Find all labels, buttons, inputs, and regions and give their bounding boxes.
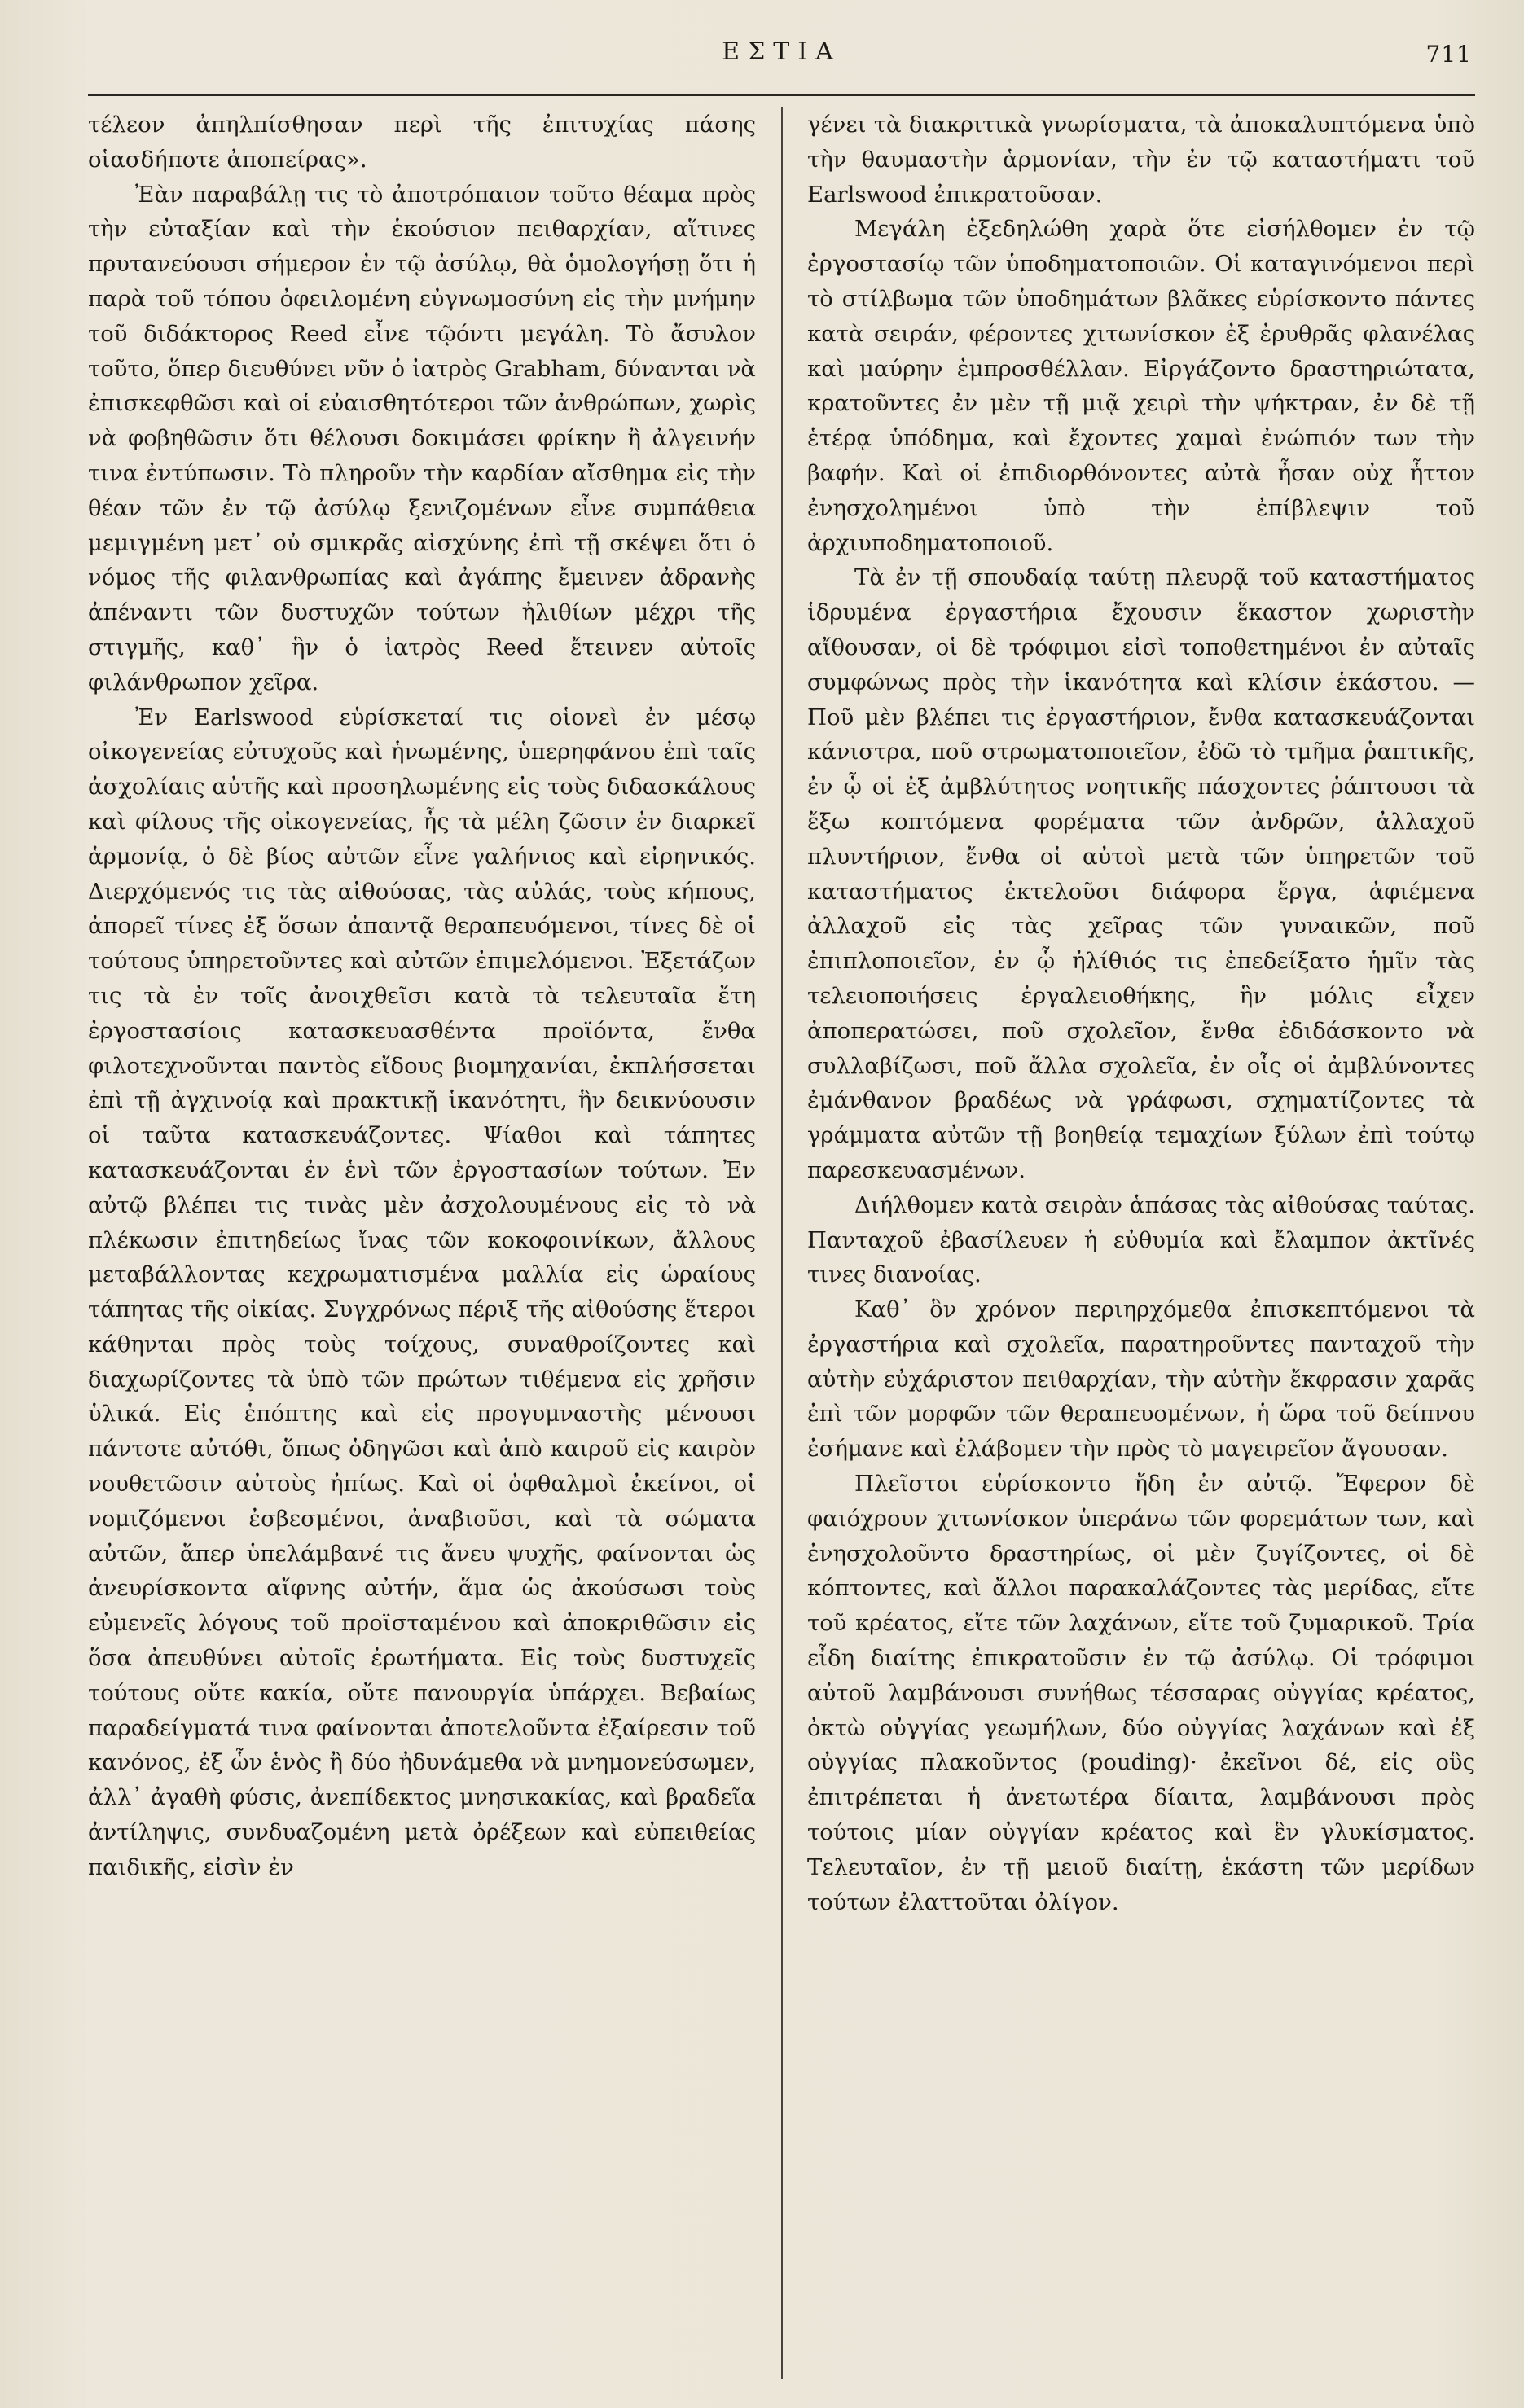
page-header [88,33,1475,96]
paragraph: Καθ᾽ ὃν χρόνον περιηρχόμεθα ἐπισκεπτόμενοι τὰ ἐργαστήρια καὶ σχολεῖα, παρατηροῦντες πανταχοῦ τὴν αὐτὴν εὐχάριστον πειθαρχίαν, τὴν αὐτὴν ἔκφρασιν χαρᾶς ἐπὶ τῶν μορφῶν τῶν θεραπευομένων, ἡ ὥρα τοῦ δείπνου ἐσήμανε καὶ ἐλάβομεν τὴν πρὸς τὸ μαγειρεῖον ἄγουσαν. [807,1296,1475,1463]
text-columns [88,107,1475,2379]
page-number: 711 [1425,41,1472,68]
paragraph: τέλεον ἀπηλπίσθησαν περὶ τῆς ἐπιτυχίας πάσης οἱασδήποτε ἀποπείρας». [88,112,756,173]
paragraph: Τὰ ἐν τῇ σπουδαίᾳ ταύτῃ πλευρᾷ τοῦ καταστήματος ἱδρυμένα ἐργαστήρια ἔχουσιν ἕκαστον χωριστὴν αἴθουσαν, οἱ δὲ τρόφιμοι εἰσὶ τοποθετημένοι ἐν αὐταῖς συμφώνως πρὸς τὴν ἱκανότητα καὶ κλίσιν ἑκάστου. — Ποῦ μὲν βλέπει τις ἐργαστήριον, ἔνθα κατασκευάζονται κάνιστρα, ποῦ στρωματοποιεῖον, ἐδῶ τὸ τμῆμα ῥαπτικῆς, ἐν ᾧ οἱ ἐξ ἀμβλύτητος νοητικῆς πάσχοντες ῥάπτουσι τὰ ἔξω κοπτόμενα φορέματα τῶν ἀνδρῶν, ἀλλαχοῦ πλυντήριον, ἔνθα οἱ αὐτοὶ μετὰ τῶν ὑπηρετῶν τοῦ καταστήματος ἐκτελοῦσι διάφορα ἔργα, ἀφιέμενα ἀλλαχοῦ εἰς τὰς χεῖρας τῶν γυναικῶν, ποῦ ἐπιπλοποιεῖον, ἐν ᾧ ἠλίθιός τις ἐπεδείξατο ἡμῖν τὰς τελειοποιήσεις ἐργαλειοθήκης, ἣν μόλις εἶχεν ἀποπερατώσει, ποῦ σχολεῖον, ἔνθα ἐδιδάσκοντο νὰ συλλαβίζωσι, ποῦ ἄλλα σχολεῖα, ἐν οἷς οἱ ἀμβλύνοντες ἐμάνθανον βραδέως νὰ γράφωσι, σχηματίζοντες τὰ γράμματα αὐτῶν τῇ βοηθείᾳ τεμαχίων ξύλων ἐπὶ τούτῳ παρεσκευασμένων. [807,564,1475,1183]
paragraph: Ἐν Earlswood εὑρίσκεταί τις οἱονεὶ ἐν μέσῳ οἰκογενείας εὐτυχοῦς καὶ ἡνωμένης, ὑπερηφάνου ἐπὶ ταῖς ἀσχολίαις αὐτῆς καὶ προσηλωμένης εἰς τοὺς διδασκάλους καὶ φίλους τῆς οἰκογενείας, ἧς τὰ μέλη ζῶσιν ἐν διαρκεῖ ἁρμονίᾳ, ὁ δὲ βίος αὐτῶν εἶνε γαλήνιος καὶ εἰρηνικός. Διερχόμενός τις τὰς αἰθούσας, τὰς αὐλάς, τοὺς κήπους, ἀπορεῖ τίνες ἐξ ὅσων ἀπαντᾷ θεραπευόμενοι, τίνες δὲ οἱ τούτους ὑπηρετοῦντες καὶ αὐτῶν ἐπιμελόμενοι. Ἐξετάζων τις τὰ ἐν τοῖς ἀνοιχθεῖσι κατὰ τὰ τελευταῖα ἔτη ἐργοστασίοις κατασκευασθέντα προϊόντα, ἔνθα φιλοτεχνοῦνται παντὸς εἴδους βιομηχανίαι, ἐκπλήσσεται ἐπὶ τῇ ἀγχινοίᾳ καὶ πρακτικῇ ἱκανότητι, ἣν δεικνύουσιν οἱ ταῦτα κατασκευάζοντες. Ψίαθοι καὶ τάπητες κατασκευάζονται ἐν ἑνὶ τῶν ἐργοστασίων τούτων. Ἐν αὐτῷ βλέπει τις τινὰς μὲν ἀσχολουμένους εἰς τὸ νὰ πλέκωσιν ἐπιτηδείως ἴνας τῶν κοκοφοινίκων, ἄλλους μεταβάλλοντας κεχρωματισμένα μαλλία εἰς ὡραίους τάπητας τῆς οἰκίας. Συγχρόνως πέριξ τῆς αἰθούσης ἕτεροι κάθηνται πρὸς τοὺς τοίχους, συναθροίζοντες καὶ διαχωρίζοντες τὰ ὑπὸ τῶν πρώτων τιθέμενα εἰς χρῆσιν ὑλικά. Εἰς ἑπόπτης καὶ εἰς προγυμναστὴς μένουσι πάντοτε αὐτόθι, ὅπως ὁδηγῶσι καὶ ἀπὸ καιροῦ εἰς καιρὸν νουθετῶσιν αὐτοὺς ἠπίως. Καὶ οἱ ὀφθαλμοὶ ἐκείνοι, οἱ νομιζόμενοι ἐσβεσμένοι, ἀναβιοῦσι, καὶ τὰ σώματα αὐτῶν, ἅπερ ὑπελάμβανέ τις ἄνευ ψυχῆς, φαίνονται ὡς ἀνευρίσκοντα αἴφνης αὐτήν, ἅμα ὡς ἀκούσωσι τοὺς εὐμενεῖς λόγους τοῦ προϊσταμένου καὶ ἀποκριθῶσιν εἰς ὅσα ἀπευθύνει αὐτοῖς ἐρωτήματα. Εἰς τοὺς δυστυχεῖς τούτους οὔτε κακία, οὔτε πανουργία ὑπάρχει. Βεβαίως παραδείγματά τινα φαίνονται ἀποτελοῦντα ἐξαίρεσιν τοῦ κανόνος, ἐξ ὧν ἑνὸς ἢ δύο ἠδυνάμεθα νὰ μνημονεύσωμεν, ἀλλ᾽ ἀγαθὴ φύσις, ἀνεπίδεκτος μνησικακίας, καὶ βραδεῖα ἀντίληψις, συνδυαζομένη μετὰ ὀρέξεων καὶ εὐπειθείας παιδικῆς, εἰσὶν ἐν [88,704,756,1880]
column-divider [781,107,783,2379]
paragraph: Πλεῖστοι εὑρίσκοντο ἤδη ἐν αὐτῷ. Ἔφερον δὲ φαιόχρουν χιτωνίσκον ὑπεράνω τῶν φορεμάτων των, καὶ ἐνησχολοῦντο δραστηρίως, οἱ μὲν ζυγίζοντες, οἱ δὲ κόπτοντες, καὶ ἄλλοι παρακαλάζοντες τὰς μερίδας, εἴτε τοῦ κρέατος, εἴτε τῶν λαχάνων, εἴτε τοῦ ζυμαρικοῦ. Τρία εἶδη διαίτης ἐπικρατοῦσιν ἐν τῷ ἀσύλῳ. Οἱ τρόφιμοι αὐτοῦ λαμβάνουσι συνήθως τέσσαρας οὐγγίας κρέατος, ὀκτὼ οὐγγίας γεωμήλων, δύο οὐγγίας λαχάνων καὶ ἐξ οὐγγίας πλακοῦντος (pouding)· ἐκεῖνοι δέ, εἰς οὓς ἐπιτρέπεται ἡ ἀνετωτέρα δίαιτα, λαμβάνουσι πρὸς τούτοις μίαν οὐγγίαν κρέατος καὶ ἓν γλυκίσματος. Τελευταῖον, ἐν τῇ μειοῦ διαίτῃ, ἑκάστη τῶν μερίδων τούτων ἐλαττοῦται ὀλίγον. [807,1471,1475,1915]
right-column [807,107,1475,2379]
paragraph: Διήλθομεν κατὰ σειρὰν ἁπάσας τὰς αἰθούσας ταύτας. Πανταχοῦ ἐβασίλευεν ἡ εὐθυμία καὶ ἔλαμπον ἀκτῖνές τινες διανοίας. [807,1191,1475,1288]
left-column [88,107,756,2379]
paragraph: Ἐὰν παραβάλῃ τις τὸ ἀποτρόπαιον τοῦτο θέαμα πρὸς τὴν εὐταξίαν καὶ τὴν ἑκούσιον πειθαρχίαν, αἵτινες πρυτανεύουσι σήμερον ἐν τῷ ἀσύλῳ, θὰ ὁμολογήσῃ ὅτι ἡ παρὰ τοῦ τόπου ὀφειλομένη εὐγνωμοσύνη εἰς τὴν μνήμην τοῦ διδάκτορος Reed εἶνε τῷόντι μεγάλη. Τὸ ἄσυλον τοῦτο, ὅπερ διευθύνει νῦν ὁ ἰατρὸς Grabham, δύνανται νὰ ἐπισκεφθῶσι καὶ οἱ εὐαισθητότεροι τῶν ἀνθρώπων, χωρὶς νὰ φοβηθῶσιν ὅτι θέλουσι δοκιμάσει φρίκην ἢ ἀλγεινήν τινα ἐντύπωσιν. Τὸ πληροῦν τὴν καρδίαν αἴσθημα εἰς τὴν θέαν τῶν ἐν τῷ ἀσύλῳ ξενιζομένων εἶνε συμπάθεια μεμιγμένη μετ᾽ οὐ σμικρᾶς αἰσχύνης ἐπὶ τῇ σκέψει ὅτι ὁ νόμος τῆς φιλανθρωπίας καὶ ἀγάπης ἔμεινεν ἀδρανὴς ἀπέναντι τῶν δυστυχῶν τούτων ἠλιθίων μέχρι τῆς στιγμῆς, καθ᾽ ἣν ὁ ἰατρὸς Reed ἔτεινεν αὐτοῖς φιλάνθρωπον χεῖρα. [88,181,756,695]
running-head: ΕΣΤΙΑ [722,37,841,66]
paragraph: γένει τὰ διακριτικὰ γνωρίσματα, τὰ ἀποκαλυπτόμενα ὑπὸ τὴν θαυμαστὴν ἁρμονίαν, τὴν ἐν τῷ καταστήματι τοῦ Earlswood ἐπικρατοῦσαν. [807,112,1475,208]
paragraph: Μεγάλη ἐξεδηλώθη χαρὰ ὅτε εἰσήλθομεν ἐν τῷ ἐργοστασίῳ τῶν ὑποδηματοποιῶν. Οἱ καταγινόμενοι περὶ τὸ στίλβωμα τῶν ὑποδημάτων βλᾶκες εὑρίσκοντο πάντες κατὰ σειράν, φέροντες χιτωνίσκον ἐξ ἐρυθρᾶς φλανέλας καὶ μαύρην ἐμπροσθέλλαν. Εἰργάζοντο δραστηριώτατα, κρατοῦντες ἐν μὲν τῇ μιᾷ χειρὶ τὴν ψήκτραν, ἐν δὲ τῇ ἑτέρᾳ ὑπόδημα, καὶ ἔχοντες χαμαὶ ἐνώπιόν των τὴν βαφήν. Καὶ οἱ ἐπιδιορθόνοντες αὐτὰ ἦσαν οὐχ ἧττον ἐνησχολημένοι ὑπὸ τὴν ἐπίβλεψιν τοῦ ἀρχιυποδηματοποιοῦ. [807,216,1475,556]
